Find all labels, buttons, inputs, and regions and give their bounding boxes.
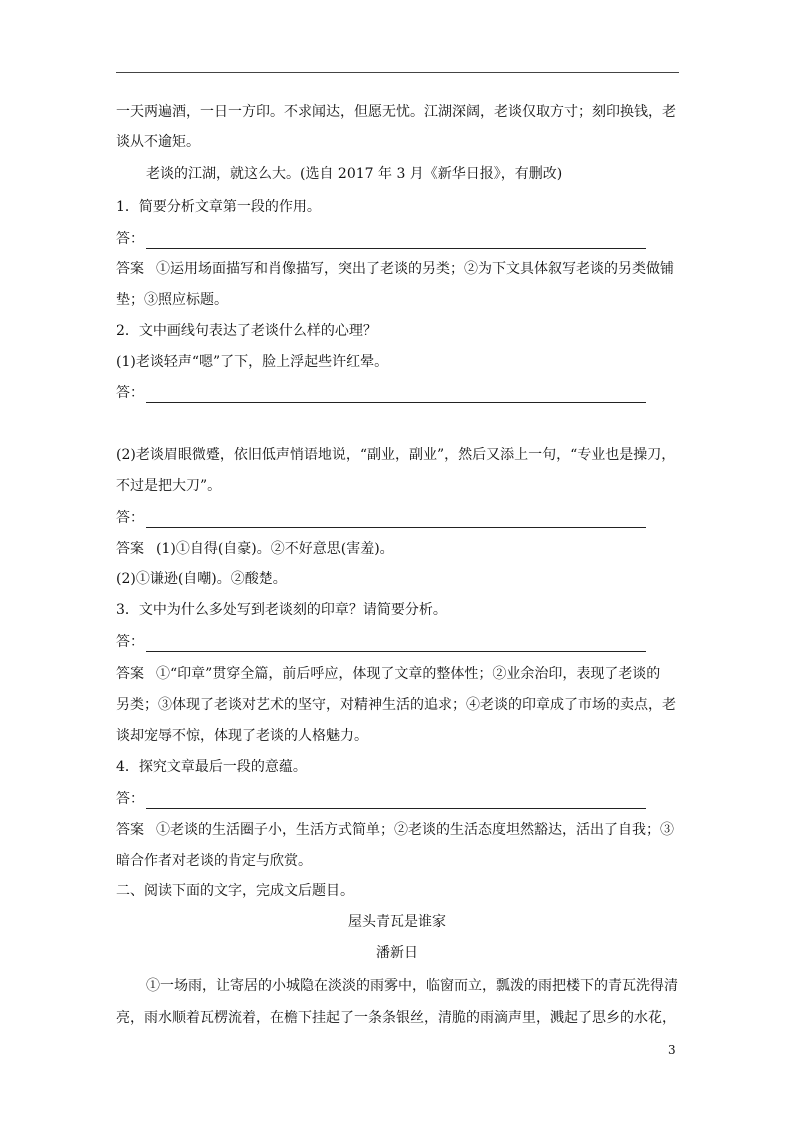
answer-tag: 答案	[116, 666, 144, 682]
answer-label: 答：	[116, 231, 144, 247]
question-2-sub2: (2)老谈眉眼微蹙，依旧低声悄语地说，“副业，副业”，然后又添上一句，“专业也是操刀，	[116, 447, 676, 463]
answer-tag: 答案	[116, 261, 144, 277]
body-line: 老谈的江湖，就这么大。(选自 2017 年 3 月《新华日报》，有删改)	[146, 166, 563, 182]
answer-4	[116, 820, 674, 840]
body-line: ①一场雨，让寄居的小城隐在淡淡的雨雾中，临窗而立，瓢泼的雨把楼下的青瓦洗得清	[146, 978, 678, 994]
answer-text: ①老谈的生活圈子小，生活方式简单；②老谈的生活态度坦然豁达，活出了自我；③	[156, 822, 674, 838]
question-3: 3．文中为什么多处写到老谈刻的印章？请简要分析。	[116, 602, 447, 618]
answer-2-cont: (2)①谦逊(自嘲)。②酸楚。	[116, 571, 287, 587]
article-author: 潘新日	[376, 945, 418, 961]
answer-3-cont: 另类；③体现了老谈对艺术的坚守，对精神生活的追求；④老谈的印章成了市场的卖点，老	[116, 697, 676, 713]
answer-blank[interactable]	[146, 650, 646, 652]
answer-text: ①“印章”贯穿全篇，前后呼应，体现了文章的整体性；②业余治印，表现了老谈的	[156, 666, 661, 682]
answer-label: 答：	[116, 791, 144, 807]
answer-3	[116, 664, 660, 684]
section-heading: 二、阅读下面的文字，完成文后题目。	[116, 883, 354, 899]
body-line: 谈从不逾矩。	[116, 134, 200, 150]
answer-row-2b	[116, 508, 646, 528]
article-title: 屋头青瓦是谁家	[348, 914, 446, 930]
answer-tag: 答案	[116, 541, 144, 557]
question-4: 4．探究文章最后一段的意蕴。	[116, 759, 307, 775]
question-2-sub1: (1)老谈轻声“嗯”了下，脸上浮起些许红晕。	[116, 354, 389, 370]
page-number: 3	[668, 1043, 676, 1057]
body-line: 亮，雨水顺着瓦楞流着，在檐下挂起了一条条银丝，清脆的雨滴声里，溅起了思乡的水花，	[116, 1010, 676, 1026]
question-2-sub2-cont: 不过是把大刀”。	[116, 478, 222, 494]
answer-row-1	[116, 229, 646, 249]
answer-blank[interactable]	[146, 807, 646, 809]
answer-3-cont: 谈却宠辱不惊，体现了老谈的人格魅力。	[116, 728, 368, 744]
answer-blank[interactable]	[146, 247, 646, 249]
answer-text: ①运用场面描写和肖像描写，突出了老谈的另类；②为下文具体叙写老谈的另类做铺	[156, 261, 674, 277]
answer-row-2a	[116, 383, 646, 403]
answer-4-cont: 暗合作者对老谈的肯定与欣赏。	[116, 853, 312, 869]
answer-text: (1)①自得(自豪)。②不好意思(害羞)。	[156, 541, 394, 557]
question-2: 2．文中画线句表达了老谈什么样的心理？	[116, 323, 377, 339]
answer-row-4	[116, 789, 646, 809]
answer-label: 答：	[116, 634, 144, 650]
answer-1	[116, 259, 674, 279]
answer-row-3	[116, 632, 646, 652]
answer-2	[116, 539, 394, 559]
answer-label: 答：	[116, 510, 144, 526]
header-rule	[116, 72, 679, 73]
answer-label: 答：	[116, 385, 144, 401]
body-line: 一天两遍酒，一日一方印。不求闻达，但愿无忧。江湖深阔，老谈仅取方寸；刻印换钱，老	[116, 104, 676, 120]
answer-blank[interactable]	[146, 401, 646, 403]
question-1: 1．简要分析文章第一段的作用。	[116, 199, 321, 215]
answer-tag: 答案	[116, 822, 144, 838]
answer-1-cont: 垫；③照应标题。	[116, 292, 228, 308]
answer-blank[interactable]	[146, 526, 646, 528]
